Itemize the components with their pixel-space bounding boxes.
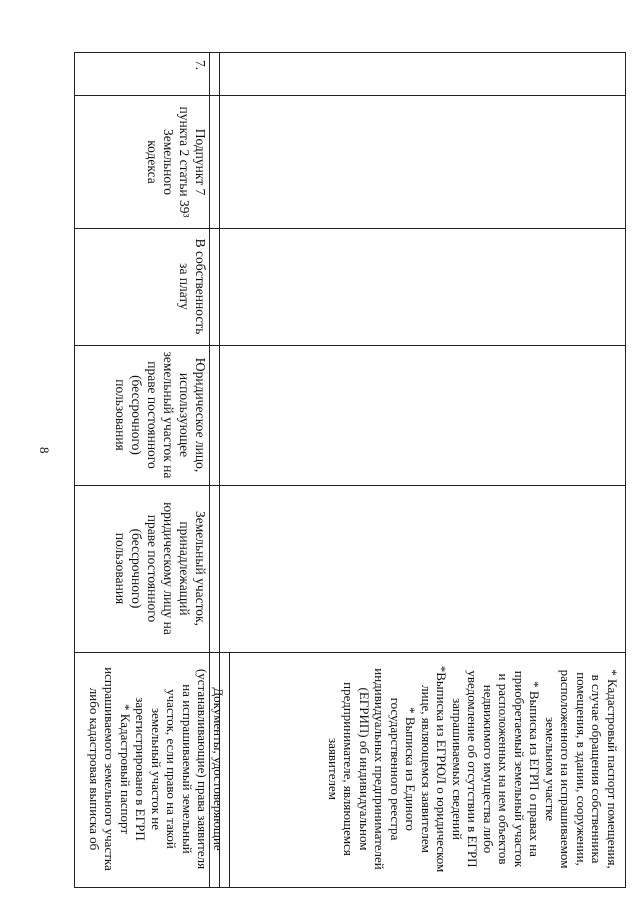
land-line: юридическому лицу на bbox=[161, 502, 176, 635]
row7-applicant bbox=[112, 347, 208, 483]
col-divider-1 bbox=[75, 95, 626, 96]
document-line: лице, являющемся заявителем bbox=[419, 685, 434, 853]
document-line: испрашиваемого земельного участка bbox=[102, 667, 118, 871]
basis-line: Земельного bbox=[161, 128, 176, 196]
basis-line: Подпункт 7 bbox=[193, 128, 208, 196]
document-line: зарегистрировано в ЕГРП bbox=[133, 697, 149, 841]
page-number: 8 bbox=[37, 447, 52, 454]
document-line: * Выписка из Единого bbox=[403, 707, 419, 831]
document-line: на испрашиваемый земельный bbox=[180, 684, 195, 854]
land-line: праве постоянного bbox=[145, 514, 160, 623]
document-line: предпринимателе, являющемся bbox=[341, 682, 357, 856]
land-line: Земельный участок, bbox=[193, 510, 208, 626]
document-line: государственного реестра bbox=[388, 697, 403, 841]
col-divider-4 bbox=[75, 485, 626, 486]
table-border-top bbox=[625, 52, 626, 888]
applicant-line: использующее bbox=[177, 372, 192, 458]
document-line: уведомление об отсутствии в ЕГРП bbox=[465, 670, 481, 868]
row7-number: 7. bbox=[193, 60, 208, 71]
prev-row-documents bbox=[230, 655, 620, 883]
document-line: земельном участке bbox=[543, 716, 558, 822]
type-line: В собственность bbox=[193, 238, 208, 335]
document-line: расположенного на испрашиваемом bbox=[558, 669, 574, 869]
table-border-right bbox=[75, 887, 626, 888]
row7-documents bbox=[87, 655, 227, 883]
document-line: участок, если право на такой bbox=[164, 689, 180, 849]
row7-land-plot bbox=[112, 487, 208, 650]
document-line: земельный участок не bbox=[149, 707, 164, 831]
col-divider-2 bbox=[75, 228, 626, 229]
document-line: недвижимого имущества либо bbox=[481, 684, 496, 854]
applicant-line: (бессрочного) bbox=[129, 375, 144, 455]
document-line: Документы, удостоверяющие bbox=[211, 687, 226, 851]
land-line: пользования bbox=[113, 532, 128, 605]
document-line: помещения, в здании, сооружении, bbox=[574, 672, 589, 866]
table-border-left bbox=[75, 52, 626, 53]
document-line: * Кадастровый паспорт помещения, bbox=[605, 669, 620, 869]
row7-acquisition-type bbox=[176, 230, 208, 343]
document-line: (ЕГРИП) об индивидуальном bbox=[357, 687, 372, 851]
document-line: заявителем bbox=[326, 738, 341, 800]
col-divider-5 bbox=[75, 652, 626, 653]
document-line: запрашиваемых сведений bbox=[450, 698, 465, 840]
basis-line: кодекса bbox=[145, 140, 160, 184]
document-line: * Выписка из ЕГРП о правах на bbox=[527, 681, 543, 857]
document-line: либо кадастровая выписка об bbox=[87, 687, 102, 851]
basis-line: пункта 2 статьи 39³ bbox=[177, 106, 192, 218]
col-divider-3 bbox=[75, 345, 626, 346]
row7-basis bbox=[144, 98, 208, 226]
document-line: и расположенных на нем объектов bbox=[496, 673, 512, 865]
document-line: приобретаемый земельный участок bbox=[512, 670, 527, 868]
applicant-line: праве постоянного bbox=[145, 361, 160, 469]
document-line: индивидуальных предпринимателей bbox=[372, 668, 388, 870]
table-border-bottom bbox=[74, 52, 75, 888]
document-line: * Кадастровый паспорт bbox=[118, 703, 133, 835]
document-line: в случае обращения собственника bbox=[589, 674, 605, 864]
applicant-line: земельный участок на bbox=[161, 351, 176, 479]
document-line: (устанавливающие) права заявителя bbox=[195, 668, 211, 870]
land-line: принадлежащий bbox=[177, 521, 192, 616]
land-line: (бессрочного) bbox=[129, 528, 144, 609]
applicant-line: Юридическое лицо, bbox=[193, 357, 208, 473]
document-line: *Выписка из ЕГРЮЛ о юридическом bbox=[434, 665, 450, 873]
applicant-line: пользования bbox=[113, 379, 128, 451]
type-line: за плату bbox=[177, 263, 192, 310]
